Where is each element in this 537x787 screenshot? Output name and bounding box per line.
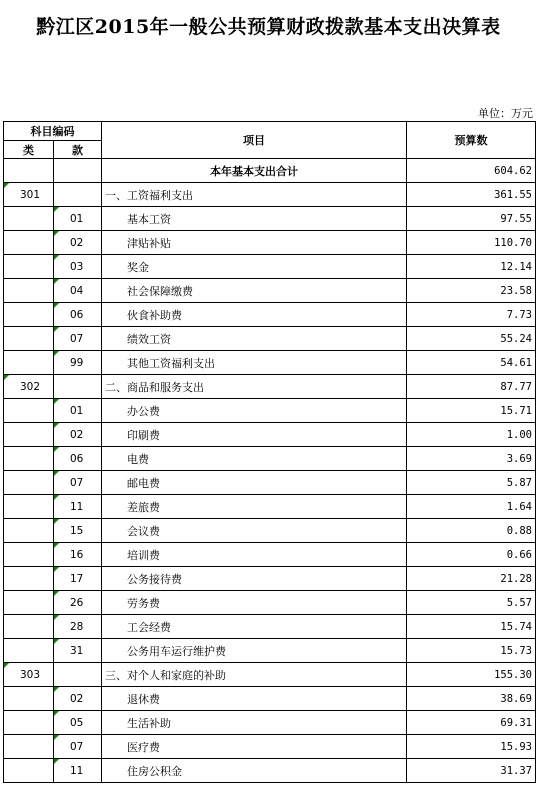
- item-name: 医疗费: [102, 735, 407, 759]
- kuan-code-cell: [54, 399, 102, 423]
- cell-marker-icon: [54, 759, 59, 764]
- item-name: 差旅费: [102, 495, 407, 519]
- kuan-code-cell: [54, 591, 102, 615]
- kuan-code: 07: [70, 476, 84, 489]
- cell-marker-icon: [54, 639, 59, 644]
- item-name: 绩效工资: [102, 327, 407, 351]
- cell-marker-icon: [54, 231, 59, 236]
- category-name: 一、工资福利支出: [102, 183, 407, 207]
- table-row: [4, 231, 536, 255]
- cell-marker-icon: [54, 447, 59, 452]
- kuan-code: 31: [70, 644, 84, 657]
- lei-code-cell: [4, 759, 54, 783]
- amount-value: 54.61: [407, 351, 536, 375]
- amount-value: 7.73: [407, 303, 536, 327]
- kuan-code: 04: [70, 284, 84, 297]
- table-row: [4, 423, 536, 447]
- kuan-code-cell: [54, 735, 102, 759]
- kuan-code-cell: [54, 495, 102, 519]
- amount-value: 1.00: [407, 423, 536, 447]
- lei-code-cell: [4, 495, 54, 519]
- lei-code-cell: [4, 375, 54, 399]
- page-title: 黔江区2015年一般公共预算财政拨款基本支出决算表: [36, 16, 501, 38]
- lei-code-cell: [4, 351, 54, 375]
- lei-code-cell: [4, 447, 54, 471]
- lei-code-cell: [4, 663, 54, 687]
- amount-value: 0.66: [407, 543, 536, 567]
- kuan-code-cell: [54, 423, 102, 447]
- amount-value: 97.55: [407, 207, 536, 231]
- item-name: 退休费: [102, 687, 407, 711]
- total-label: 本年基本支出合计: [102, 159, 407, 183]
- kuan-code: 06: [70, 452, 84, 465]
- amount-value: 12.14: [407, 255, 536, 279]
- kuan-code: 01: [70, 212, 84, 225]
- kuan-code: 17: [70, 572, 84, 585]
- amount-value: 5.87: [407, 471, 536, 495]
- kuan-code-cell: [54, 567, 102, 591]
- cell-marker-icon: [54, 423, 59, 428]
- kuan-code-cell: [54, 543, 102, 567]
- kuan-header: 款: [54, 141, 102, 159]
- item-name: 办公费: [102, 399, 407, 423]
- cell-marker-icon: [54, 303, 59, 308]
- amount-header: 预算数: [407, 122, 536, 159]
- lei-code-cell: [4, 327, 54, 351]
- item-name: 公务用车运行维护费: [102, 639, 407, 663]
- table-row: [4, 711, 536, 735]
- kuan-code: 16: [70, 548, 84, 561]
- kuan-code-cell: [54, 615, 102, 639]
- lei-code-cell: [4, 399, 54, 423]
- amount-value: 15.73: [407, 639, 536, 663]
- cell-marker-icon: [54, 567, 59, 572]
- cell-marker-icon: [54, 351, 59, 356]
- kuan-code-cell: [54, 759, 102, 783]
- cell-marker-icon: [54, 327, 59, 332]
- kuan-code: 03: [70, 260, 84, 273]
- item-name: 津贴补贴: [102, 231, 407, 255]
- lei-code-cell: [4, 423, 54, 447]
- amount-value: 110.70: [407, 231, 536, 255]
- lei-code-cell: [4, 711, 54, 735]
- kuan-code-cell: [54, 687, 102, 711]
- total-lei-cell: [4, 159, 54, 183]
- category-row: [4, 663, 536, 687]
- kuan-code: 01: [70, 404, 84, 417]
- category-row: [4, 183, 536, 207]
- amount-value: 15.74: [407, 615, 536, 639]
- cell-marker-icon: [54, 687, 59, 692]
- table-row: [4, 543, 536, 567]
- amount-value: 21.28: [407, 567, 536, 591]
- kuan-code: 02: [70, 236, 84, 249]
- kuan-code: 15: [70, 524, 84, 537]
- kuan-code-cell: [54, 255, 102, 279]
- cell-marker-icon: [4, 663, 9, 668]
- amount-value: 15.93: [407, 735, 536, 759]
- kuan-code: 02: [70, 428, 84, 441]
- subject-code-header: 科目编码: [4, 122, 102, 141]
- table-row: [4, 471, 536, 495]
- kuan-code-cell: [54, 375, 102, 399]
- item-header: 项目: [102, 122, 407, 159]
- cell-marker-icon: [54, 519, 59, 524]
- item-name: 会议费: [102, 519, 407, 543]
- table-row: [4, 759, 536, 783]
- lei-code-cell: [4, 519, 54, 543]
- item-name: 伙食补助费: [102, 303, 407, 327]
- cell-marker-icon: [54, 471, 59, 476]
- table-row: [4, 687, 536, 711]
- item-name: 公务接待费: [102, 567, 407, 591]
- kuan-code-cell: [54, 327, 102, 351]
- lei-code: 303: [20, 668, 41, 681]
- lei-code-cell: [4, 639, 54, 663]
- kuan-code-cell: [54, 183, 102, 207]
- kuan-code-cell: [54, 279, 102, 303]
- item-name: 生活补助: [102, 711, 407, 735]
- total-kuan-cell: [54, 159, 102, 183]
- kuan-code-cell: [54, 663, 102, 687]
- item-name: 劳务费: [102, 591, 407, 615]
- category-name: 三、对个人和家庭的补助: [102, 663, 407, 687]
- kuan-code: 99: [70, 356, 84, 369]
- kuan-code: 26: [70, 596, 84, 609]
- amount-value: 361.55: [407, 183, 536, 207]
- lei-code-cell: [4, 591, 54, 615]
- kuan-code: 28: [70, 620, 84, 633]
- lei-code-cell: [4, 687, 54, 711]
- lei-code-cell: [4, 567, 54, 591]
- kuan-code-cell: [54, 351, 102, 375]
- kuan-code: 11: [70, 500, 84, 513]
- item-name: 邮电费: [102, 471, 407, 495]
- kuan-code: 07: [70, 332, 84, 345]
- item-name: 电费: [102, 447, 407, 471]
- lei-code-cell: [4, 735, 54, 759]
- cell-marker-icon: [54, 207, 59, 212]
- amount-value: 15.71: [407, 399, 536, 423]
- item-name: 工会经费: [102, 615, 407, 639]
- item-name: 其他工资福利支出: [102, 351, 407, 375]
- lei-code-cell: [4, 255, 54, 279]
- amount-value: 38.69: [407, 687, 536, 711]
- amount-value: 5.57: [407, 591, 536, 615]
- item-name: 奖金: [102, 255, 407, 279]
- kuan-code-cell: [54, 519, 102, 543]
- lei-code-cell: [4, 207, 54, 231]
- category-name: 二、商品和服务支出: [102, 375, 407, 399]
- cell-marker-icon: [54, 255, 59, 260]
- cell-marker-icon: [54, 711, 59, 716]
- table-row: [4, 255, 536, 279]
- amount-value: 87.77: [407, 375, 536, 399]
- lei-code-cell: [4, 543, 54, 567]
- cell-marker-icon: [54, 543, 59, 548]
- total-amount: 604.62: [407, 159, 536, 183]
- table-row: [4, 495, 536, 519]
- kuan-code-cell: [54, 639, 102, 663]
- table-row: [4, 735, 536, 759]
- amount-value: 3.69: [407, 447, 536, 471]
- table-row: [4, 639, 536, 663]
- unit-label: 单位：万元: [478, 107, 533, 120]
- kuan-code-cell: [54, 447, 102, 471]
- cell-marker-icon: [54, 615, 59, 620]
- kuan-code-cell: [54, 471, 102, 495]
- cell-marker-icon: [4, 375, 9, 380]
- kuan-code-cell: [54, 207, 102, 231]
- kuan-code: 06: [70, 308, 84, 321]
- table-row: [4, 279, 536, 303]
- lei-code-cell: [4, 231, 54, 255]
- lei-code-cell: [4, 615, 54, 639]
- lei-code-cell: [4, 279, 54, 303]
- lei-code-cell: [4, 183, 54, 207]
- amount-value: 23.58: [407, 279, 536, 303]
- item-name: 住房公积金: [102, 759, 407, 783]
- item-name: 印刷费: [102, 423, 407, 447]
- lei-code-cell: [4, 471, 54, 495]
- cell-marker-icon: [54, 495, 59, 500]
- total-row: [4, 159, 536, 183]
- table-row: [4, 399, 536, 423]
- amount-value: 55.24: [407, 327, 536, 351]
- lei-code: 302: [20, 380, 41, 393]
- cell-marker-icon: [54, 735, 59, 740]
- kuan-code: 07: [70, 740, 84, 753]
- kuan-code-cell: [54, 231, 102, 255]
- amount-value: 69.31: [407, 711, 536, 735]
- kuan-code-cell: [54, 303, 102, 327]
- table-row: [4, 519, 536, 543]
- item-name: 培训费: [102, 543, 407, 567]
- kuan-code-cell: [54, 711, 102, 735]
- cell-marker-icon: [54, 399, 59, 404]
- kuan-code: 11: [70, 764, 84, 777]
- amount-value: 0.88: [407, 519, 536, 543]
- category-row: [4, 375, 536, 399]
- cell-marker-icon: [54, 279, 59, 284]
- table-row: [4, 207, 536, 231]
- expenditure-table: [3, 121, 536, 783]
- table-row: [4, 615, 536, 639]
- kuan-code: 05: [70, 716, 84, 729]
- cell-marker-icon: [54, 591, 59, 596]
- lei-code: 301: [20, 188, 41, 201]
- kuan-code: 02: [70, 692, 84, 705]
- cell-marker-icon: [4, 183, 9, 188]
- table-row: [4, 567, 536, 591]
- table-row: [4, 591, 536, 615]
- table-row: [4, 327, 536, 351]
- lei-code-cell: [4, 303, 54, 327]
- table-row: [4, 351, 536, 375]
- table-row: [4, 303, 536, 327]
- amount-value: 31.37: [407, 759, 536, 783]
- amount-value: 1.64: [407, 495, 536, 519]
- table-row: [4, 447, 536, 471]
- lei-header: 类: [4, 141, 54, 159]
- amount-value: 155.30: [407, 663, 536, 687]
- item-name: 基本工资: [102, 207, 407, 231]
- item-name: 社会保障缴费: [102, 279, 407, 303]
